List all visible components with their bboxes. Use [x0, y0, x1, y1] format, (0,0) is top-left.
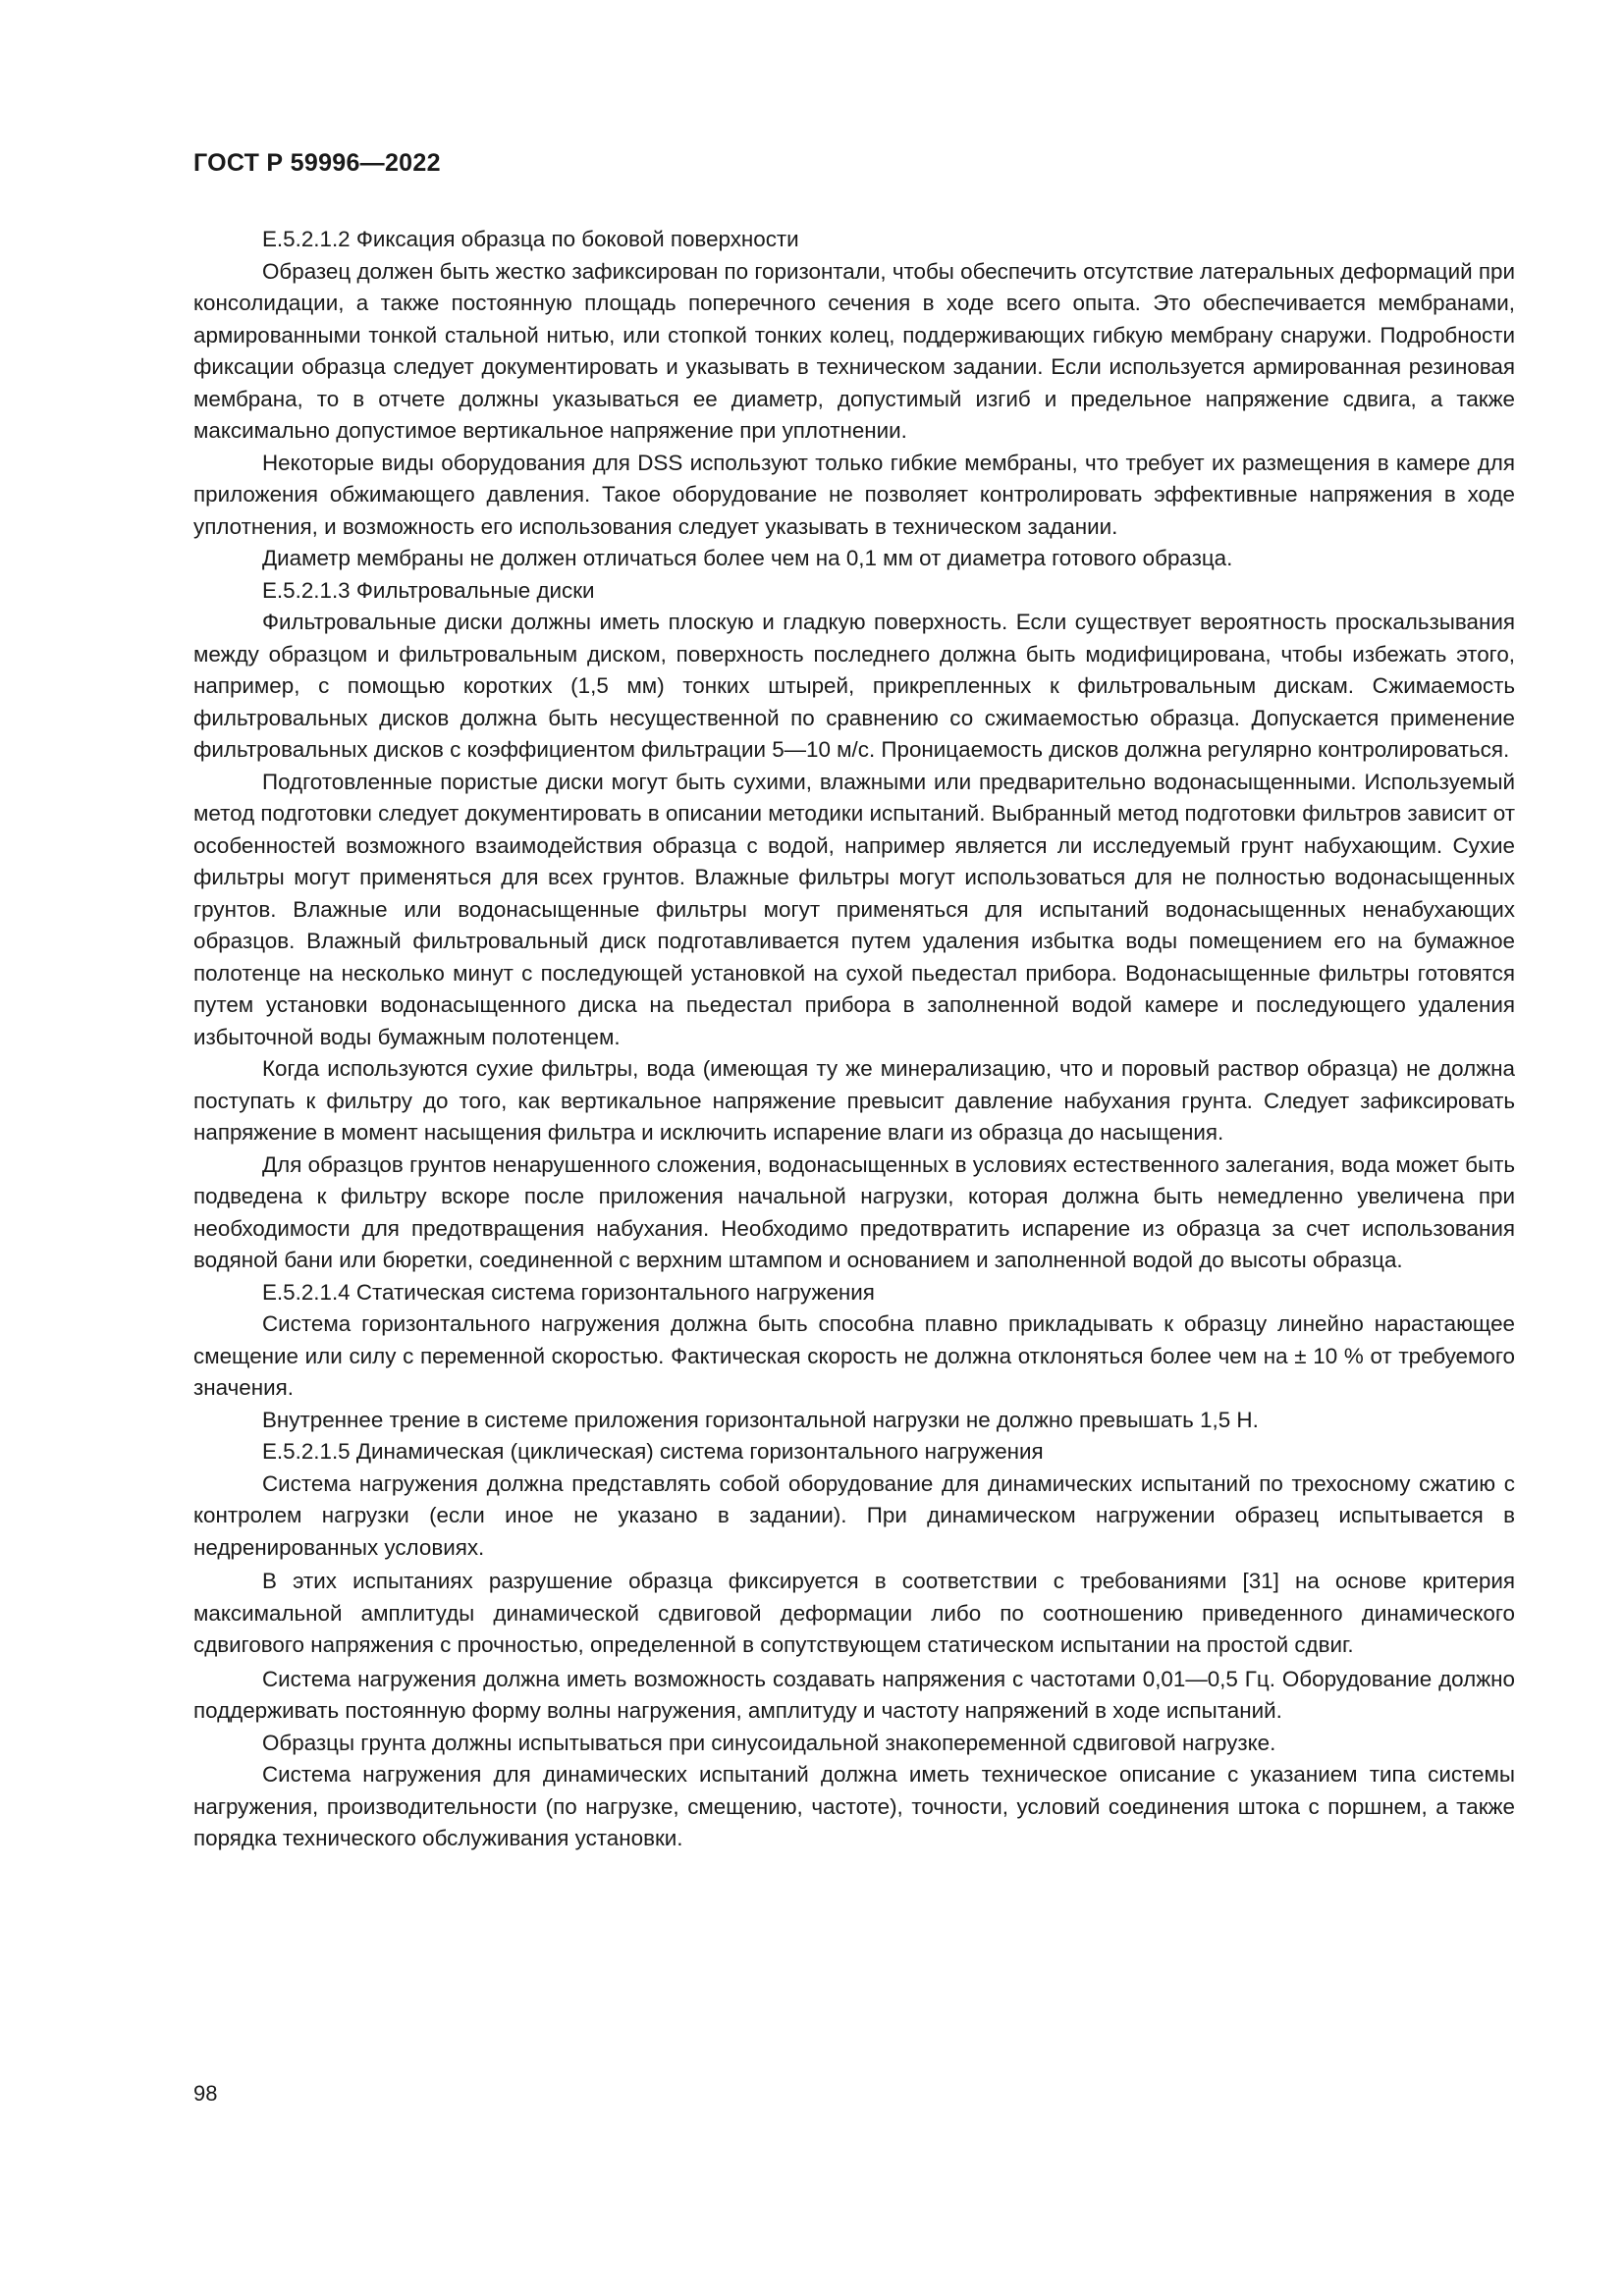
- paragraph: Система горизонтального нагружения должна быть способна плавно прикладывать к образцу линейно нарастающее смещение или силу с переменной скоростью. Фактическая скорость не должна отклоняться более чем на ± 10 % от требуемого значения.: [193, 1311, 1515, 1400]
- section-heading-e52115: Е.5.2.1.5 Динамическая (циклическая) система горизонтального нагружения: [262, 1439, 1044, 1464]
- paragraph: Подготовленные пористые диски могут быть сухими, влажными или предварительно водонасыщенными. Используемый метод подготовки следует документировать в описании методики испытаний. Выбранный метод подготовки фильтров зависит от особенностей возможного взаимодействия образца с водой, например является ли исследуемый грунт набухающим. Сухие фильтры могут применяться для всех грунтов. Влажные фильтры могут использоваться для не полностью водонасыщенных грунтов. Влажные или водонасыщенные фильтры могут применяться для испытаний водонасыщенных ненабухающих образцов. Влажный фильтровальный диск подготавливается путем удаления избытка воды помещением его на бумажное полотенце на несколько минут с последующей установкой на сухой пьедестал прибора. Водонасыщенные фильтры готовятся путем установки водонасыщенного диска на пьедестал прибора в заполненной водой камере и последующего удаления избыточной воды бумажным полотенцем.: [193, 769, 1515, 1049]
- document-body: [193, 224, 1515, 1855]
- paragraph: Образцы грунта должны испытываться при синусоидальной знакопеременной сдвиговой нагрузке.: [262, 1730, 1276, 1755]
- page-number: 98: [193, 2081, 218, 2106]
- paragraph: В этих испытаниях разрушение образца фиксируется в соответствии с требованиями [31] на основе критерия максимальной амплитуды динамической сдвиговой деформации либо по соотношению приведенного динамического сдвигового напряжения с прочностью, определенной в сопутствующем статическом испытании на простой сдвиг.: [193, 1569, 1515, 1657]
- paragraph: Внутреннее трение в системе приложения горизонтальной нагрузки не должно превышать 1,5 Н.: [262, 1407, 1259, 1432]
- paragraph: Некоторые виды оборудования для DSS используют только гибкие мембраны, что требует их размещения в камере для приложения обжимающего давления. Такое оборудование не позволяет контролировать эффективные напряжения в ходе уплотнения, и возможность его использования следует указывать в техническом задании.: [193, 450, 1515, 539]
- section-heading-e52113: Е.5.2.1.3 Фильтровальные диски: [262, 577, 595, 603]
- document-header: ГОСТ Р 59996—2022: [193, 149, 441, 177]
- paragraph: Диаметр мембраны не должен отличаться более чем на 0,1 мм от диаметра готового образца.: [262, 546, 1233, 570]
- paragraph: Система нагружения должна иметь возможность создавать напряжения с частотами 0,01—0,5 Гц. Оборудование должно поддерживать постоянную форму волны нагружения, амплитуду и частоту напряжений в ходе испытаний.: [193, 1666, 1515, 1723]
- paragraph: Образец должен быть жестко зафиксирован по горизонтали, чтобы обеспечить отсутствие латеральных деформаций при консолидации, а также постоянную площадь поперечного сечения в ходе всего опыта. Это обеспечивается мембранами, армированными тонкой стальной нитью, или стопкой тонких колец, поддерживающих гибкую мембрану снаружи. Подробности фиксации образца следует документировать и указывать в техническом задании. Если используется армированная резиновая мембрана, то в отчете должны указываться ее диаметр, допустимый изгиб и предельное напряжение сдвига, а также максимально допустимое вертикальное напряжение при уплотнении.: [193, 258, 1515, 443]
- paragraph: Фильтровальные диски должны иметь плоскую и гладкую поверхность. Если существует вероятность проскальзывания между образцом и фильтровальным диском, поверхность последнего должна быть модифицирована, чтобы избежать этого, например, с помощью коротких (1,5 мм) тонких штырей, прикрепленных к фильтровальным дискам. Сжимаемость фильтровальных дисков должна быть несущественной по сравнению со сжимаемостью образца. Допускается применение фильтровальных дисков с коэффициентом фильтрации 5—10 м/с. Проницаемость дисков должна регулярно контролироваться.: [193, 610, 1515, 762]
- paragraph: Когда используются сухие фильтры, вода (имеющая ту же минерализацию, что и поровый раствор образца) не должна поступать к фильтру до того, как вертикальное напряжение превысит давление набухания грунта. Следует зафиксировать напряжение в момент насыщения фильтра и исключить испарение влаги из образца до насыщения.: [193, 1056, 1515, 1145]
- paragraph: Для образцов грунтов ненарушенного сложения, водонасыщенных в условиях естественного залегания, вода может быть подведена к фильтру вскоре после приложения начальной нагрузки, которая должна быть немедленно увеличена при необходимости для предотвращения набухания. Необходимо предотвратить испарение из образца за счет использования водяной бани или бюретки, соединенной с верхним штампом и основанием и заполненной водой до высоты образца.: [193, 1151, 1515, 1272]
- paragraph: Система нагружения должна представлять собой оборудование для динамических испытаний по трехосному сжатию с контролем нагрузки (если иное не указано в задании). При динамическом нагружении образец испытывается в недренированных условиях.: [193, 1470, 1515, 1560]
- section-heading-e52114: Е.5.2.1.4 Статическая система горизонтального нагружения: [262, 1279, 875, 1305]
- section-heading-e52112: Е.5.2.1.2 Фиксация образца по боковой поверхности: [262, 227, 799, 251]
- paragraph: Система нагружения для динамических испытаний должна иметь техническое описание с указанием типа системы нагружения, производительности (по нагрузке, смещению, частоте), точности, условий соединения штока с поршнем, а также порядка технического обслуживания установки.: [193, 1762, 1515, 1850]
